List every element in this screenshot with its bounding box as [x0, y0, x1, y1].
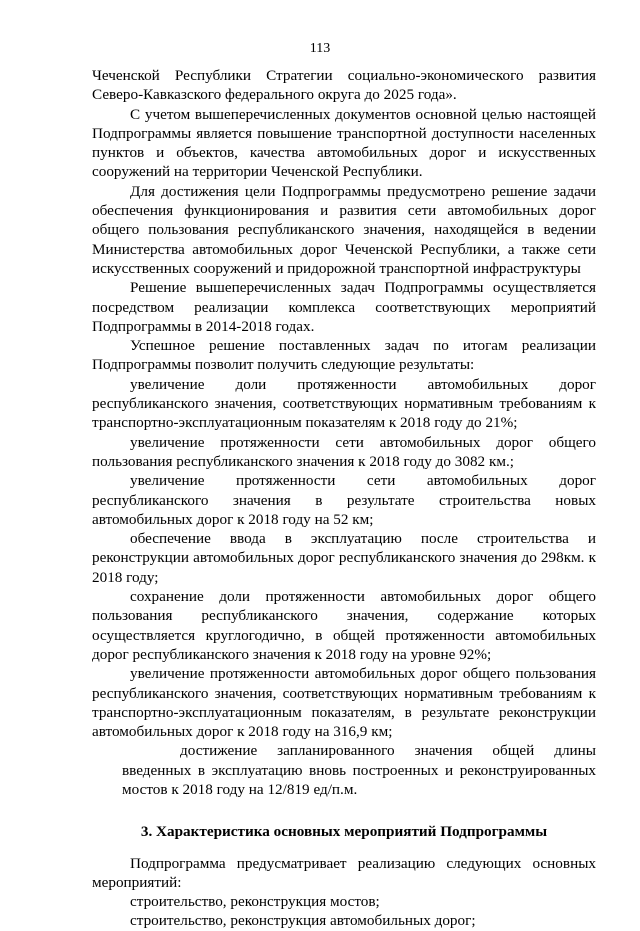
paragraph: Подпрограмма предусматривает реализацию следующих основных мероприятий: — [92, 854, 596, 891]
paragraph: Решение вышеперечисленных задач Подпрограммы осуществляется посредством реализации комплекса соответствующих мероприятий Подпрограммы в 2014-2018 годах. — [92, 279, 596, 335]
result-item: увеличение доли протяженности автомобильных дорог республиканского значения, соответствующих нормативным требованиям к транспортно-эксплуатационным показателям к 2018 году до 21%; — [92, 375, 596, 432]
section-heading: 3. Характеристика основных мероприятий Подпрограммы — [140, 823, 548, 841]
paragraph: Успешное решение поставленных задач по итогам реализации Подпрограммы позволит получить следующие результаты: — [92, 337, 596, 374]
result-item: увеличение протяженности сети автомобильных дорог общего пользования республиканского значения к 2018 году до 3082 км.; — [92, 433, 596, 470]
page-number: 113 — [309, 41, 331, 56]
activity-item: строительство, реконструкция автомобильных дорог; — [130, 912, 476, 930]
result-item: увеличение протяженности сети автомобильных дорог республиканского значения в результате строительства новых автомобильных дорог к 2018 году на 52 км; — [92, 472, 596, 528]
activity-item: строительство, реконструкция мостов; — [130, 893, 380, 911]
result-item: обеспечение ввода в эксплуатацию после строительства и реконструкции автомобильных дорог республиканского значения до 298км. к 2018 году; — [92, 530, 596, 586]
paragraph: С учетом вышеперечисленных документов основной целью настоящей Подпрограммы является повышение транспортной доступности населенных пунктов и объектов, качества автомобильных дорог и искусственных сооружений на территории Чеченской Республики. — [92, 105, 596, 181]
result-item: сохранение доли протяженности автомобильных дорог общего пользования республиканского значения, содержание которых осуществляется круглогодично, в общей протяженности автомобильных дорог республиканского значения к 2018 году на уровне 92%; — [92, 588, 596, 663]
paragraph: Для достижения цели Подпрограммы предусмотрено решение задачи обеспечения функционирования и развития сети автомобильных дорог общего пользования республиканского значения, находящейся в ведении Министерства автомобильных дорог Чеченской Республики, а также сети искусственных сооружений и придорожной транспортной инфраструктуры — [92, 182, 596, 277]
paragraph: Чеченской Республики Стратегии социально-экономического развития Северо-Кавказского федерального округа до 2025 года». — [92, 67, 596, 104]
result-item-bridges: достижение запланированного значения общей длины введенных в эксплуатацию вновь построенных и реконструированных мостов к 2018 году на 12/819 ед/п.м. — [122, 742, 596, 798]
page-content — [92, 66, 596, 931]
result-item: увеличение протяженности автомобильных дорог общего пользования республиканского значения, соответствующих нормативным требованиям к транспортно-эксплуатационным показателям, в результате реконструкции автомобильных дорог к 2018 году на 316,9 км; — [92, 665, 596, 741]
